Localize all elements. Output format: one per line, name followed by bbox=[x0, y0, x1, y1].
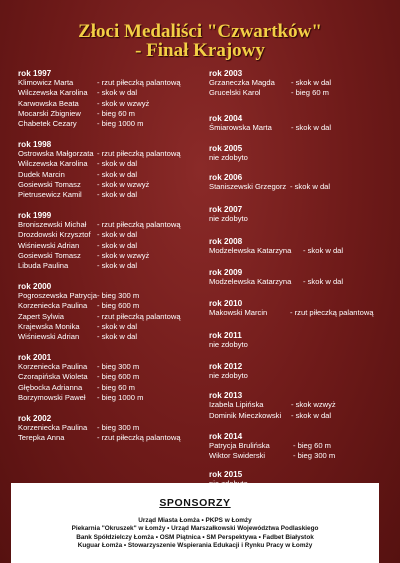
year-label: rok 2012 bbox=[209, 361, 243, 371]
athlete-name: Patrycja Brulińska bbox=[209, 440, 270, 450]
sponsors-box bbox=[11, 483, 379, 563]
athlete-name: Terepka Anna bbox=[18, 432, 65, 442]
athlete-name: Chabetek Cezary bbox=[18, 119, 77, 129]
event-name: - skok w dal bbox=[97, 190, 138, 200]
year-block bbox=[209, 172, 399, 192]
event-name: - skok w dal bbox=[303, 245, 344, 255]
event-name: - bieg 1000 m bbox=[97, 392, 144, 402]
year-block bbox=[209, 431, 399, 462]
year-block bbox=[209, 390, 399, 421]
year-block bbox=[209, 361, 399, 381]
no-medal-text: nie zdobyto bbox=[209, 152, 248, 162]
year-label: rok 1997 bbox=[18, 69, 52, 78]
medalist-row bbox=[18, 99, 208, 109]
athlete-name: Staniszewski Grzegorz bbox=[209, 182, 287, 192]
event-name: - skok wzwyż bbox=[291, 400, 336, 410]
athlete-name: Śmiarowska Marta bbox=[209, 122, 272, 132]
medalist-row bbox=[18, 109, 208, 119]
event-name: - rzut piłeczką palantową bbox=[97, 311, 181, 321]
medalist-row bbox=[18, 383, 208, 393]
event-name: - bieg 300 m bbox=[97, 361, 140, 371]
medalist-row bbox=[18, 433, 208, 443]
athlete-name: Gosiewski Tomasz bbox=[18, 250, 81, 260]
event-name: - rzut piłeczką palantową bbox=[97, 148, 181, 158]
athlete-name: Dominik Mieczkowski bbox=[209, 410, 282, 420]
athlete-name: Korzeniecka Paulina bbox=[18, 301, 88, 311]
athlete-name: Ostrowska Małgorzata bbox=[18, 148, 94, 158]
medalist-row bbox=[209, 411, 399, 421]
year-label: rok 2015 bbox=[209, 470, 243, 480]
event-name: - bieg 1000 m bbox=[97, 119, 144, 129]
event-name: - bieg 60 m bbox=[97, 382, 135, 392]
medalist-row bbox=[18, 119, 208, 129]
medalist-row bbox=[18, 88, 208, 98]
event-name: - bieg 300 m bbox=[293, 451, 336, 461]
medalist-row bbox=[18, 332, 208, 342]
event-name: - skok w dal bbox=[97, 321, 138, 331]
medalist-row bbox=[209, 182, 399, 192]
year-label: rok 2011 bbox=[209, 330, 242, 340]
medalist-row bbox=[18, 180, 208, 190]
medalist-row bbox=[18, 170, 208, 180]
medalist-row bbox=[18, 241, 208, 251]
year-label: rok 1998 bbox=[18, 139, 52, 149]
athlete-name: Zapert Sylwia bbox=[18, 311, 65, 321]
medalist-row bbox=[209, 88, 399, 98]
medalist-row bbox=[18, 78, 208, 88]
event-name: - skok w wzwyż bbox=[97, 179, 150, 189]
year-block bbox=[209, 68, 399, 99]
medalist-row bbox=[18, 251, 208, 261]
medalist-row bbox=[18, 190, 208, 200]
event-name: - skok w dal bbox=[97, 240, 138, 250]
medalist-row bbox=[209, 123, 399, 133]
medalist-row bbox=[18, 322, 208, 332]
year-label: rok 2002 bbox=[18, 413, 52, 423]
event-name: - skok w dal bbox=[97, 332, 138, 342]
athlete-name: Makowski Marcin bbox=[209, 308, 268, 318]
medalist-row bbox=[209, 308, 399, 318]
athlete-name: Krajewska Monika bbox=[18, 321, 80, 331]
event-name: - skok w dal bbox=[291, 122, 332, 132]
athlete-name: Karwowska Beata bbox=[18, 98, 79, 108]
year-label: rok 2007 bbox=[209, 205, 243, 215]
year-block bbox=[209, 204, 399, 224]
medalist-row bbox=[18, 220, 208, 230]
medalist-row bbox=[209, 441, 399, 451]
event-name: - bieg 600 m bbox=[97, 301, 140, 311]
sponsor-line: Piekarnia "Okruszek" w Łomży • Urząd Marszałkowski Województwa Podlaskiego bbox=[71, 525, 319, 533]
medalist-row bbox=[18, 312, 208, 322]
athlete-name: Grucelski Karol bbox=[209, 88, 261, 98]
athlete-name: Głębocka Adrianna bbox=[18, 382, 83, 392]
no-medal-text: nie zdobyto bbox=[209, 339, 248, 349]
year-label: rok 2000 bbox=[18, 281, 52, 291]
medalist-row bbox=[18, 372, 208, 382]
medalist-row bbox=[209, 246, 399, 256]
athlete-name: Czorapińska Wioleta bbox=[18, 372, 88, 382]
event-name: - bieg 300 m bbox=[97, 290, 140, 300]
title-line-2: - Finał Krajowy bbox=[135, 40, 265, 61]
title-line-1: Złoci Medaliści "Czwartków" bbox=[78, 21, 322, 42]
athlete-name: Izabela Lipińska bbox=[209, 400, 264, 410]
event-name: - bieg 60 m bbox=[97, 108, 135, 118]
event-name: - rzut piłeczką palantową bbox=[290, 308, 374, 318]
medalist-row bbox=[18, 261, 208, 271]
event-name: - skok w wzwyż bbox=[97, 98, 150, 108]
athlete-name: Wilczewska Karolina bbox=[18, 88, 88, 98]
year-block bbox=[209, 330, 399, 350]
athlete-name: Korzeniecka Paulina bbox=[18, 361, 88, 371]
event-name: - rzut piłeczką palantową bbox=[97, 78, 181, 87]
year-block bbox=[18, 210, 208, 271]
athlete-name: Broniszewski Michał bbox=[18, 219, 87, 229]
right-column bbox=[209, 68, 399, 490]
athlete-name: Drozdowski Krzysztof bbox=[18, 230, 91, 240]
medalist-row bbox=[18, 362, 208, 372]
event-name: - bieg 300 m bbox=[97, 422, 140, 432]
event-name: - skok w dal bbox=[97, 230, 138, 240]
medalist-row bbox=[18, 291, 208, 301]
athlete-name: Wiśniewski Adrian bbox=[18, 240, 80, 250]
event-name: - skok w dal bbox=[291, 78, 332, 87]
medalist-row bbox=[18, 423, 208, 433]
year-label: rok 2008 bbox=[209, 236, 243, 246]
athlete-name: Libuda Paulina bbox=[18, 261, 69, 271]
athlete-name: Gosiewski Tomasz bbox=[18, 179, 81, 189]
medalist-row bbox=[209, 451, 399, 461]
event-name: - bieg 60 m bbox=[291, 88, 329, 98]
year-block bbox=[18, 352, 208, 403]
sponsors-list bbox=[11, 517, 379, 550]
year-block bbox=[209, 236, 399, 256]
medalist-row bbox=[209, 78, 399, 88]
athlete-name: Modzelewska Katarzyna bbox=[209, 277, 292, 287]
sponsor-line: Kuguar Łomża • Stowarzyszenie Wspierania Edukacji i Rynku Pracy w Łomży bbox=[77, 541, 313, 549]
event-name: - rzut piłeczką palantową bbox=[97, 432, 181, 442]
year-label: rok 2013 bbox=[209, 391, 243, 401]
year-label: rok 2001 bbox=[18, 352, 52, 362]
event-name: - bieg 60 m bbox=[293, 440, 331, 450]
event-name: - skok w dal bbox=[290, 182, 331, 192]
year-label: rok 2005 bbox=[209, 143, 243, 153]
athlete-name: Grzaneczka Magda bbox=[209, 78, 275, 87]
year-label: rok 2014 bbox=[209, 431, 243, 441]
athlete-name: Dudek Marcin bbox=[18, 169, 65, 179]
year-label: rok 2009 bbox=[209, 268, 243, 278]
athlete-name: Wiktor Swiderski bbox=[209, 451, 266, 461]
athlete-name: Wilczewska Karolina bbox=[18, 159, 88, 169]
year-block bbox=[209, 298, 399, 318]
athlete-name: Modzelewska Katarzyna bbox=[209, 245, 292, 255]
athlete-name: Klimowicz Marta bbox=[18, 78, 74, 87]
event-name: - skok w dal bbox=[303, 277, 344, 287]
event-name: - skok w dal bbox=[97, 88, 138, 98]
year-label: rok 1999 bbox=[18, 210, 52, 220]
event-name: - skok w dal bbox=[97, 169, 138, 179]
no-medal-text: nie zdobyto bbox=[209, 214, 248, 224]
event-name: - skok w wzwyż bbox=[97, 250, 150, 260]
year-block bbox=[18, 281, 208, 342]
sponsor-line: Bank Spółdzielczy Łomża • OSM Piątnica • SM Perspektywa • Fadbet Białystok bbox=[76, 533, 314, 541]
year-label: rok 2006 bbox=[209, 173, 243, 183]
event-name: - skok w dal bbox=[97, 261, 138, 271]
year-block bbox=[18, 413, 208, 444]
page-title bbox=[0, 22, 400, 60]
left-column bbox=[18, 68, 208, 453]
medalist-row bbox=[18, 149, 208, 159]
medalist-row bbox=[209, 400, 399, 410]
event-name: - skok w dal bbox=[291, 410, 332, 420]
event-name: - rzut piłeczką palantową bbox=[97, 219, 181, 229]
year-block bbox=[209, 113, 399, 133]
medalist-row bbox=[18, 301, 208, 311]
no-medal-text: nie zdobyto bbox=[209, 370, 248, 380]
sponsor-line: Urząd Miasta Łomża • PKPS w Łomży bbox=[138, 517, 252, 524]
year-label: rok 2010 bbox=[209, 299, 243, 309]
medalist-row bbox=[18, 393, 208, 403]
year-label: rok 2003 bbox=[209, 69, 243, 78]
medalist-row bbox=[18, 230, 208, 240]
athlete-name: Wiśniewski Adrian bbox=[18, 332, 80, 342]
year-block bbox=[18, 139, 208, 200]
year-block bbox=[209, 143, 399, 163]
medalist-row bbox=[18, 159, 208, 169]
sponsors-title: SPONSORZY bbox=[159, 497, 231, 509]
medalist-row bbox=[209, 277, 399, 287]
year-label: rok 2004 bbox=[209, 113, 243, 123]
event-name: - bieg 600 m bbox=[97, 372, 140, 382]
athlete-name: Pietrusewicz Kamil bbox=[18, 190, 82, 200]
athlete-name: Pogroszewska Patrycja bbox=[18, 290, 97, 300]
year-block bbox=[209, 267, 399, 287]
event-name: - skok w dal bbox=[97, 159, 138, 169]
year-block bbox=[18, 68, 208, 129]
athlete-name: Mocarski Zbigniew bbox=[18, 108, 81, 118]
athlete-name: Korzeniecka Paulina bbox=[18, 422, 88, 432]
athlete-name: Borzymowski Paweł bbox=[18, 392, 86, 402]
